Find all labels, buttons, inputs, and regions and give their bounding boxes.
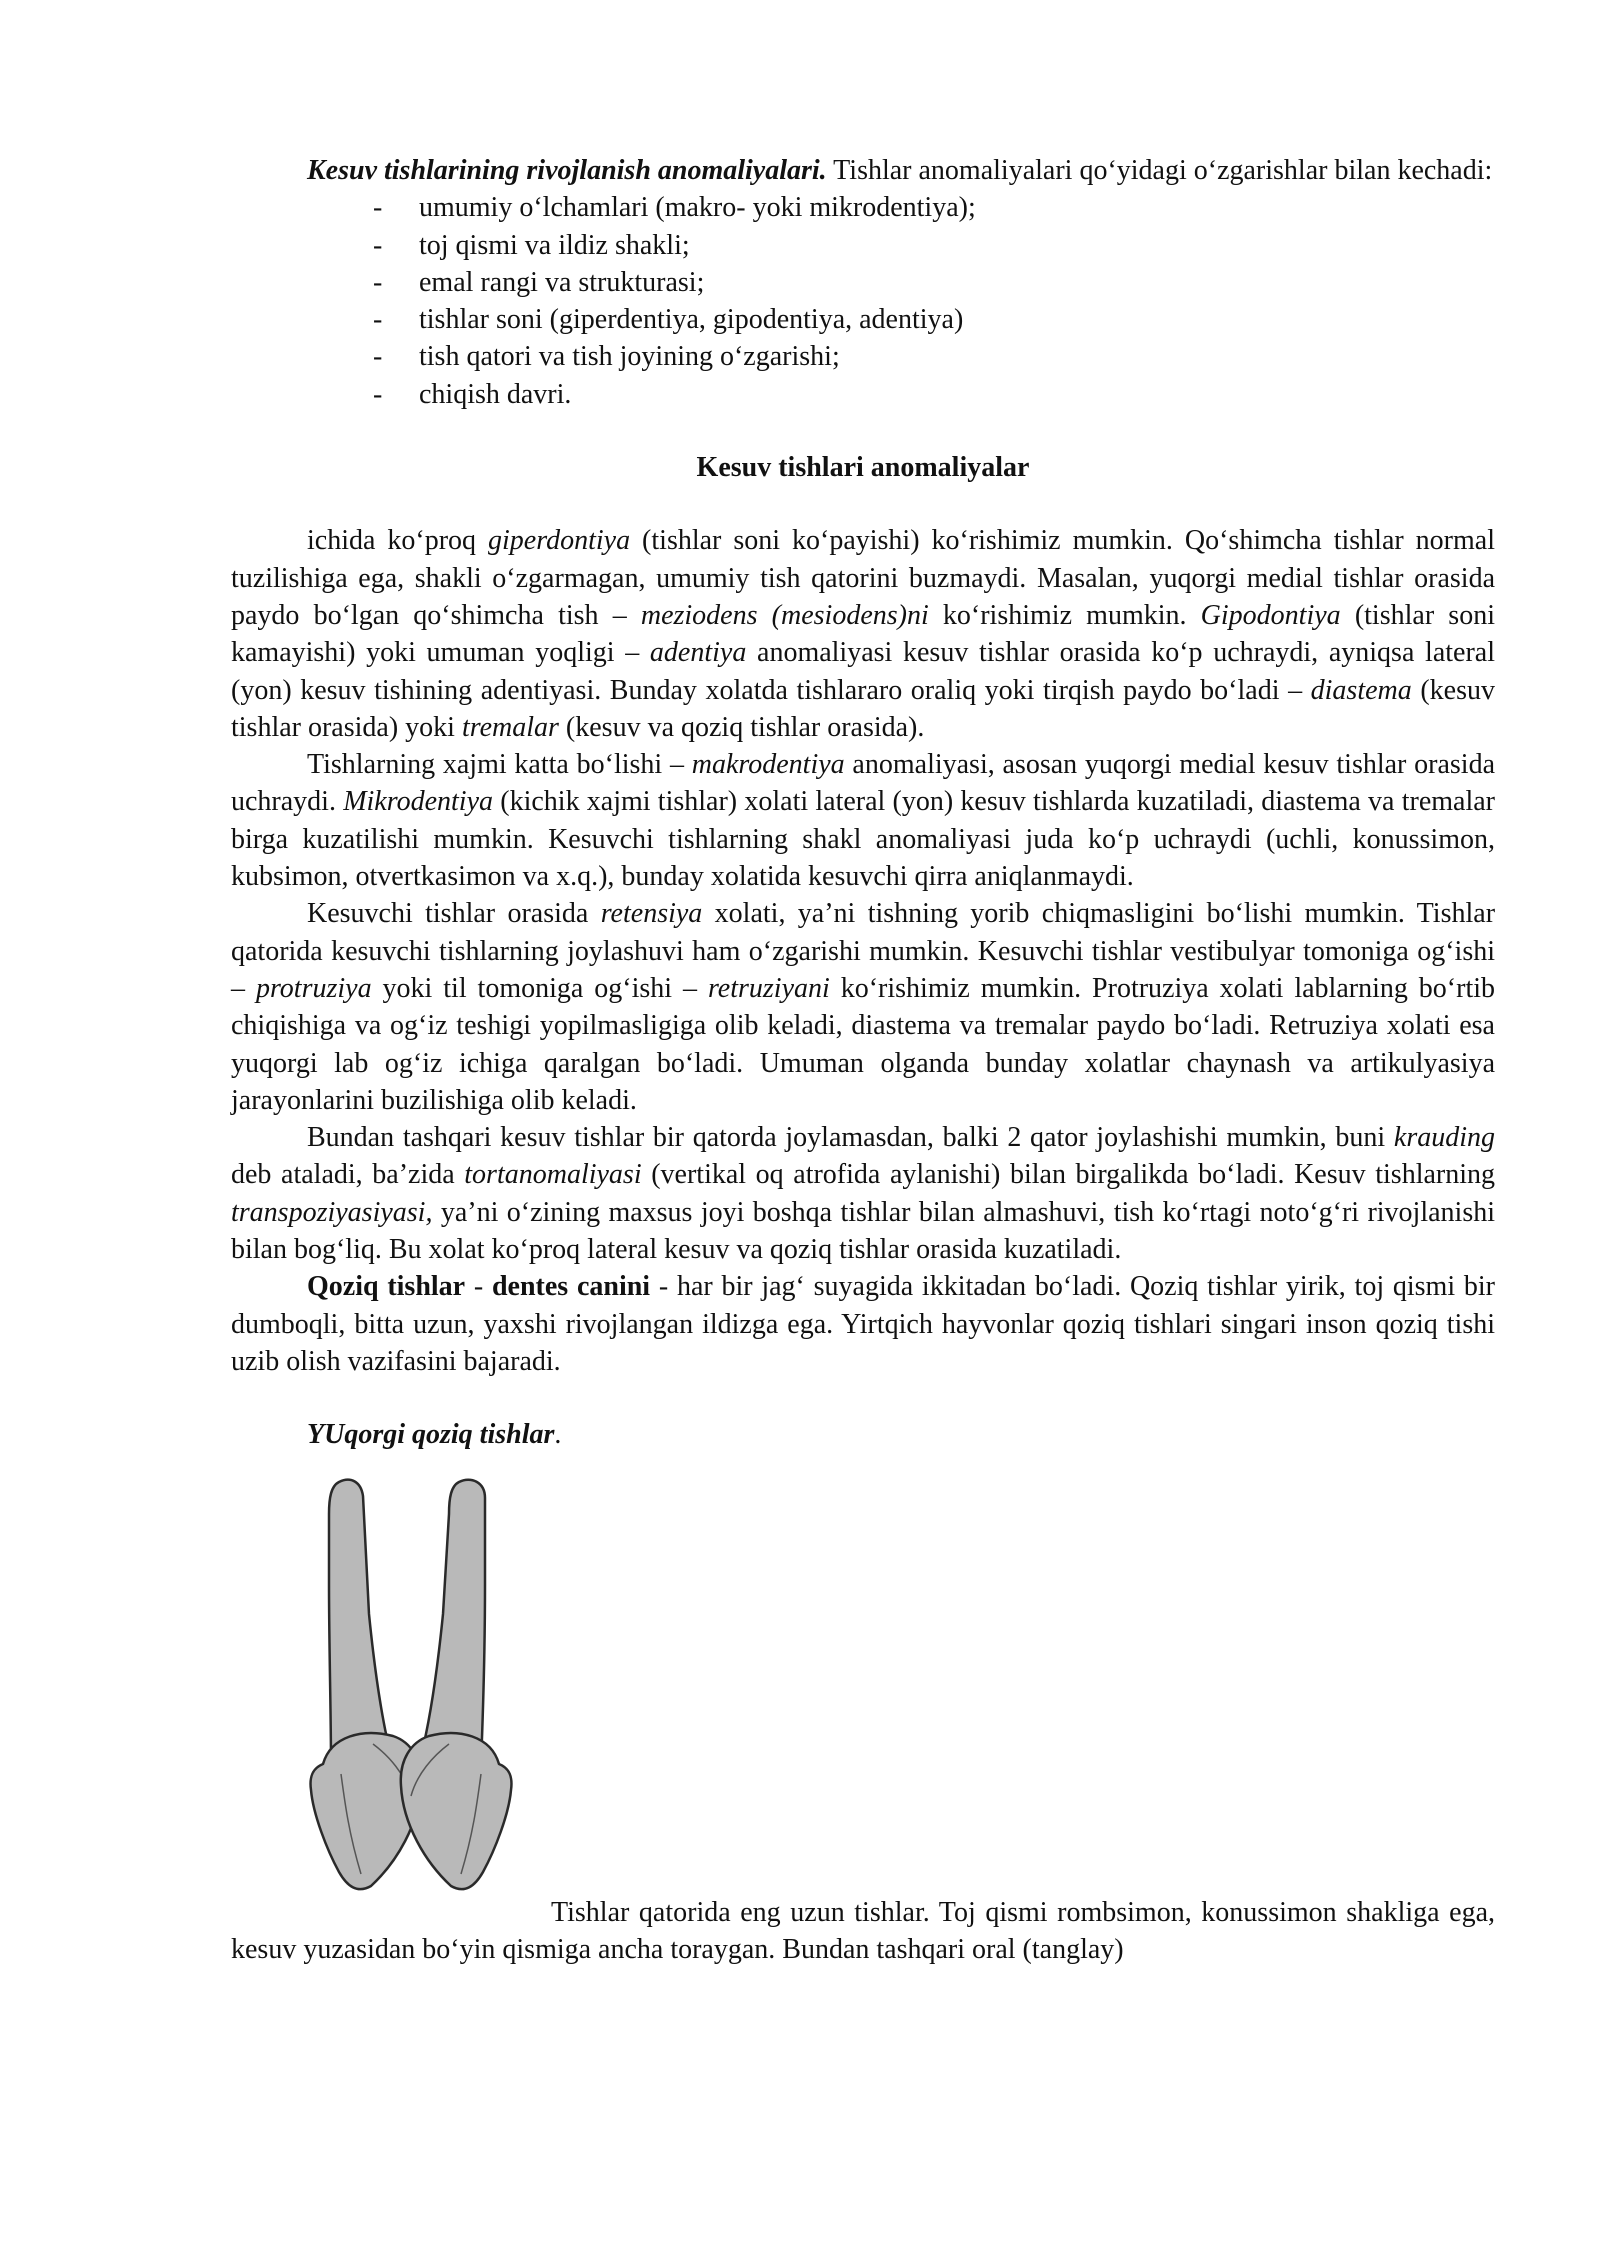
list-item: - chiqish davri. <box>373 376 1495 413</box>
paragraph-krauding <box>231 1119 1495 1268</box>
list-item: - umumiy o‘lchamlari (makro- yoki mikrodentiya); <box>373 189 1495 226</box>
term-italic: tremalar <box>461 711 559 743</box>
text-run: (kesuv va qoziq tishlar orasida). <box>558 711 925 743</box>
term-italic: giperdontiya <box>488 525 631 557</box>
text-run: Bundan tashqari kesuv tishlar bir qatorda joylamasdan, balki 2 qator joylashishi mumkin, buni <box>307 1122 1394 1154</box>
text-run: Kesuvchi tishlar orasida <box>307 898 601 930</box>
term-italic: makrodentiya <box>691 749 845 781</box>
list-item: - tishlar soni (giperdentiya, gipodentiya, adentiya) <box>373 301 1495 338</box>
subheading-upper-canines <box>231 1416 1495 1453</box>
text-run: yoki til tomoniga og‘ishi – <box>371 972 708 1004</box>
text-run: Tishlar qatorida eng uzun tishlar. Toj qismi rombsimon, konussimon shakliga ega, kesuv yuzasidan bo‘yin qismiga ancha toraygan. Bundan tashqari oral (tanglay) <box>231 1896 1495 1965</box>
text-run: - har bir jag‘ suyagida ikkitadan bo‘ladi. Qoziq tishlar yirik, toj qismi bir dumboqli, bitta uzun, yaxshi rivojlangan ildizga ega. Yirtqich hayvonlar qoziq tishlari singari inson qoziq tishi uzib olish vazifasini bajaradi. <box>231 1271 1495 1377</box>
paragraph-giperdontiya <box>231 522 1495 746</box>
text-run: xolati, ya’ni tishning yorib chiqmasligini bo‘lishi mumkin. Tishlar qatorida kesuvchi tishlarning joylashuvi ham o‘zgarishi mumkin. Kesuvchi tishlar vestibulyar tomoniga og‘ishi – <box>231 898 1496 1004</box>
text-run: deb ataladi, ba’zida <box>231 1159 465 1191</box>
canine-tooth-left <box>311 1479 422 1888</box>
list-item: - toj qismi va ildiz shakli; <box>373 227 1495 264</box>
term-bold: Qoziq tishlar <box>307 1271 466 1303</box>
text-run: - <box>465 1271 492 1303</box>
text-run: (kesuv tishlar orasida) yoki <box>231 674 1495 743</box>
term-italic: Gipodontiya <box>1200 599 1341 631</box>
term-italic: transpoziyasiyasi, <box>231 1196 433 1228</box>
list-item: - emal rangi va strukturasi; <box>373 264 1495 301</box>
term-italic: diastema <box>1310 674 1412 706</box>
paragraph-qoziq-tishlar <box>231 1268 1495 1380</box>
text-run: ko‘rishimiz mumkin. <box>928 599 1201 631</box>
text-run: (kichik xajmi tishlar) xolati lateral (yon) kesuv tishlarda kuzatiladi, diastema va tremalar birga kuzatilishi mumkin. Kesuvchi tishlarning shakl anomaliyasi juda ko‘p uchraydi (uchli, konussimon, kubsimon, otvertkasimon va x.q.), bunday xolatida kesuvchi qirra aniqlanmaydi. <box>231 786 1495 893</box>
text-run: (vertikal oq atrofida aylanishi) bilan birgalikda bo‘ladi. Kesuv tishlarning <box>641 1159 1496 1191</box>
document-page <box>231 152 1495 1968</box>
paragraph-upper-canine-description <box>231 1894 1495 1969</box>
term-italic: retruziyani <box>707 972 830 1004</box>
term-italic: Mikrodentiya <box>343 786 494 818</box>
figure-row <box>231 1474 1495 1734</box>
paragraph-retensiya <box>231 895 1495 1119</box>
text-run: ya’ni o‘zining maxsus joyi boshqa tishlar bilan almashuvi, tish ko‘rtagi noto‘g‘ri rivojlanishi bilan bog‘liq. Bu xolat ko‘proq lateral kesuv va qoziq tishlar orasida kuzatiladi. <box>231 1196 1495 1266</box>
text-run: (tishlar soni ko‘payishi) ko‘rishimiz mumkin. Qo‘shimcha tishlar normal tuzilishiga ega, shakli o‘zgarmagan, umumiy tish qatorini buzmaydi. Masalan, yuqorgi medial tishlar orasida paydo bo‘lgan qo‘shimcha tish – <box>231 525 1495 631</box>
text-run: . <box>554 1419 562 1451</box>
anomaly-list <box>231 189 1495 413</box>
text-run: anomaliyasi kesuv tishlar orasida ko‘p uchraydi, ayniqsa lateral (yon) kesuv tishining adentiyasi. Bunday xolatda tishlararo oraliq yoki tirqish paydo bo‘ladi – <box>231 637 1495 706</box>
section-title: Kesuv tishlari anomaliyalar <box>696 452 1030 484</box>
term-italic: krauding <box>1393 1122 1495 1154</box>
text-run: anomaliyasi, asosan yuqorgi medial kesuv tishlar orasida uchraydi. <box>231 749 1495 818</box>
term-italic: meziodens (mesiodens)ni <box>640 599 929 631</box>
list-item: - tish qatori va tish joyining o‘zgarishi; <box>373 338 1495 375</box>
text-run: Tishlarning xajmi katta bo‘lishi – <box>307 749 692 781</box>
term-italic: protruziya <box>255 972 372 1004</box>
term-italic: tortanomaliyasi <box>464 1159 642 1191</box>
paragraph-makrodentiya <box>231 746 1495 895</box>
intro-heading: Kesuv tishlarining rivojlanish anomaliyalari. <box>307 155 827 186</box>
subheading-text: YUqorgi qoziq tishlar <box>307 1419 555 1451</box>
intro-text: Tishlar anomaliyalari qo‘yidagi o‘zgarishlar bilan kechadi: <box>826 155 1493 186</box>
text-run: (tishlar soni kamayishi) yoki umuman yoqligi – <box>231 599 1495 669</box>
text-run: ichida ko‘proq <box>307 525 489 557</box>
canine-tooth-right <box>401 1479 512 1888</box>
text-run: ko‘rishimiz mumkin. Protruziya xolati lablarning bo‘rtib chiqishiga va og‘iz teshigi yopilmasligiga olib keladi, diastema va tremalar paydo bo‘ladi. Retruziya xolati esa yuqorgi lab og‘iz ichiga qaralgan bo‘ladi. Umuman olganda bunday xolatlar chaynash va artikulyasiya jarayonlarini buzilishiga olib keladi. <box>231 972 1496 1116</box>
term-italic: adentiya <box>649 637 747 669</box>
term-italic: retensiya <box>600 898 703 930</box>
term-bold: dentes canini <box>491 1271 651 1303</box>
intro-paragraph <box>231 152 1495 189</box>
canine-teeth-illustration <box>301 1474 551 1894</box>
